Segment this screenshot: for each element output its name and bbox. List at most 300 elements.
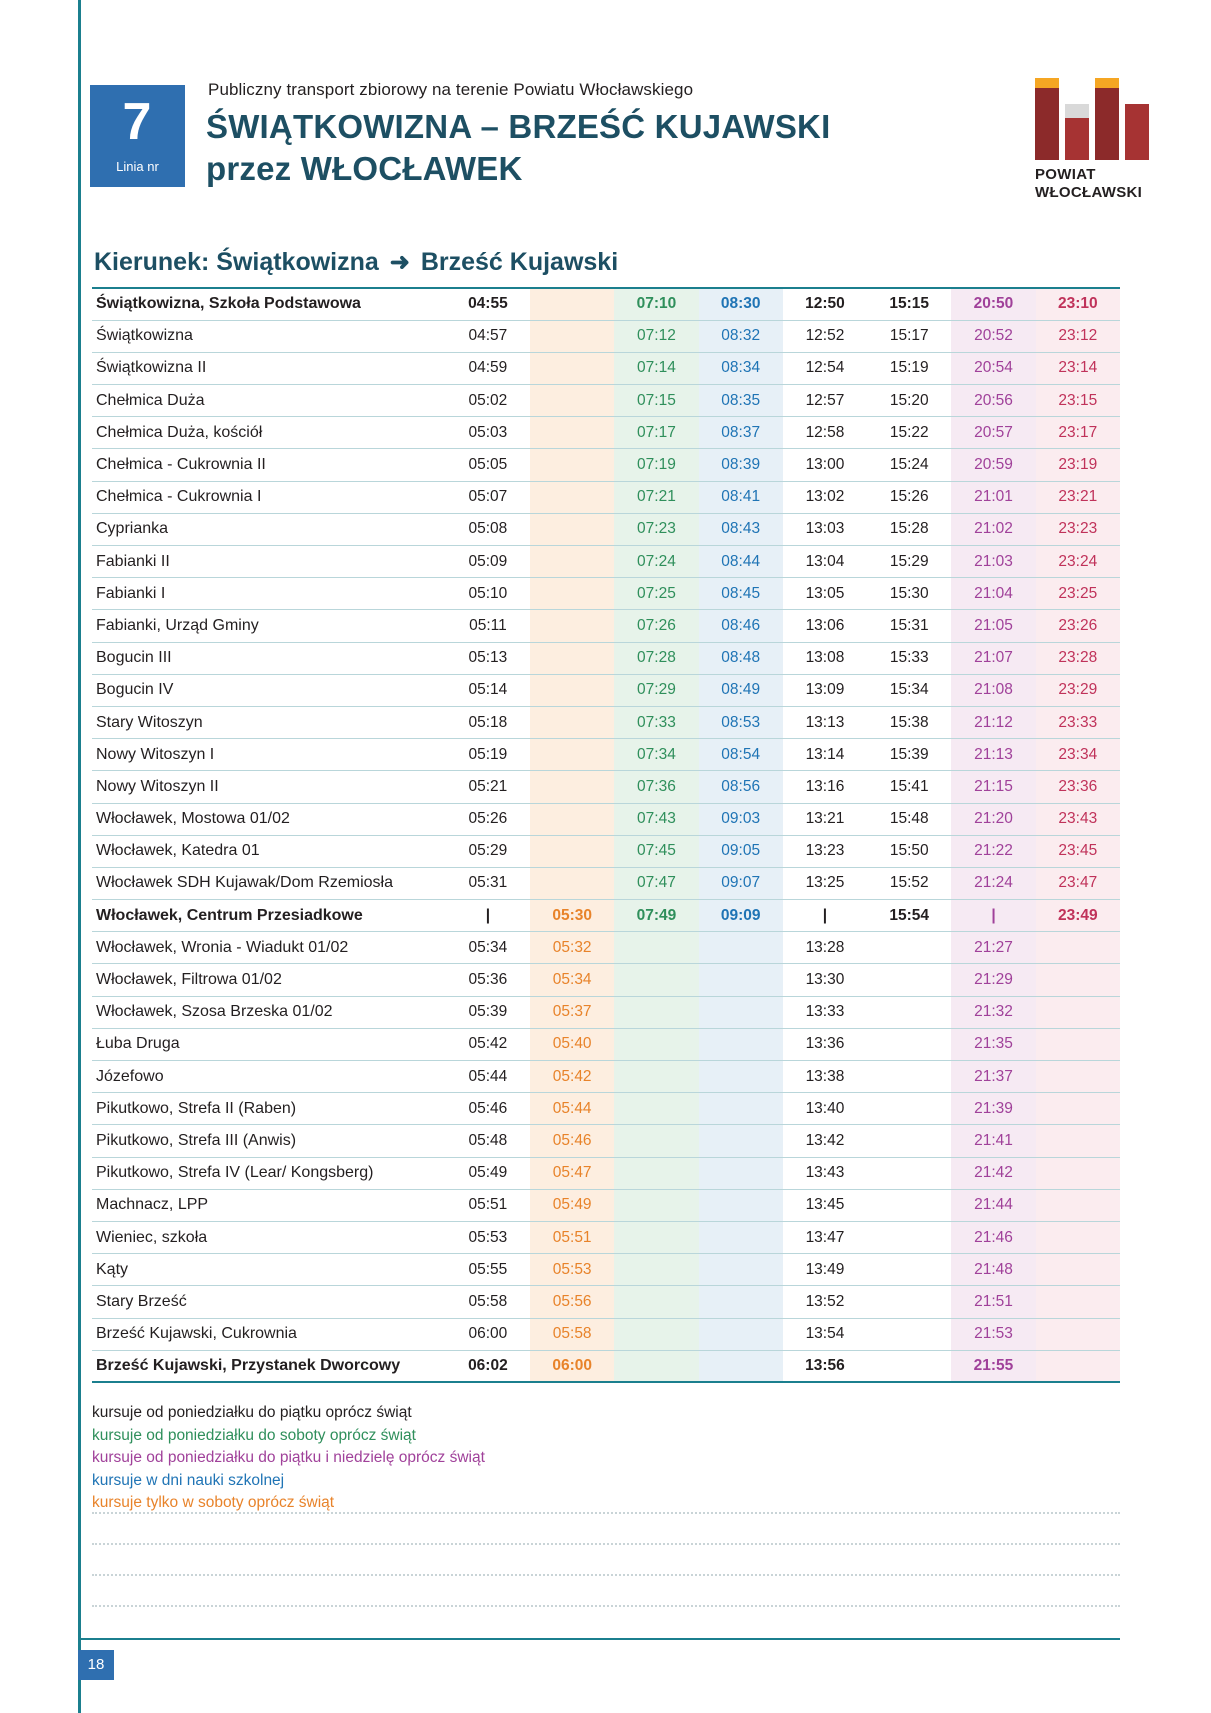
table-row <box>92 1350 1120 1382</box>
departure-time: 13:56 <box>783 1350 867 1382</box>
departure-time: 13:42 <box>783 1125 867 1157</box>
departure-time <box>867 1254 951 1286</box>
departure-time: 21:22 <box>951 835 1035 867</box>
line-number: 7 <box>122 93 153 151</box>
table-row <box>92 1318 1120 1350</box>
departure-time: 15:39 <box>867 739 951 771</box>
table-row <box>92 417 1120 449</box>
departure-time: 05:09 <box>446 546 530 578</box>
direction-label: Kierunek: <box>94 248 210 276</box>
legend <box>92 1402 485 1515</box>
departure-time: 20:50 <box>951 288 1035 320</box>
stop-name: Stary Brześć <box>92 1286 446 1318</box>
departure-time <box>530 610 614 642</box>
departure-time: 13:36 <box>783 1028 867 1060</box>
departure-time: 05:14 <box>446 674 530 706</box>
departure-time: 21:41 <box>951 1125 1035 1157</box>
stop-name: Fabianki I <box>92 578 446 610</box>
departure-time: 08:44 <box>699 546 783 578</box>
departure-time: 05:56 <box>530 1286 614 1318</box>
departure-time: 21:15 <box>951 771 1035 803</box>
departure-time: 21:03 <box>951 546 1035 578</box>
departure-time: 15:22 <box>867 417 951 449</box>
departure-time: 13:21 <box>783 803 867 835</box>
departure-time <box>867 1093 951 1125</box>
stop-name: Włocławek, Katedra 01 <box>92 835 446 867</box>
departure-time: 15:33 <box>867 642 951 674</box>
departure-time: 21:12 <box>951 706 1035 738</box>
departure-time: 05:34 <box>446 932 530 964</box>
departure-time <box>699 1189 783 1221</box>
departure-time: 05:26 <box>446 803 530 835</box>
departure-time <box>614 964 698 996</box>
departure-time: 13:03 <box>783 513 867 545</box>
departure-time: | <box>951 900 1035 932</box>
departure-time: 23:25 <box>1036 578 1120 610</box>
departure-time <box>530 835 614 867</box>
departure-time: 21:27 <box>951 932 1035 964</box>
departure-time <box>1036 1286 1120 1318</box>
departure-time: 23:12 <box>1036 320 1120 352</box>
departure-time: 06:00 <box>530 1350 614 1382</box>
departure-time: 05:46 <box>530 1125 614 1157</box>
stop-name: Włocławek, Szosa Brzeska 01/02 <box>92 996 446 1028</box>
departure-time: 05:21 <box>446 771 530 803</box>
departure-time <box>1036 964 1120 996</box>
departure-time: 13:13 <box>783 706 867 738</box>
departure-time <box>530 867 614 899</box>
logo-text <box>1035 166 1142 202</box>
departure-time: 09:05 <box>699 835 783 867</box>
departure-time: 15:19 <box>867 352 951 384</box>
departure-time <box>614 1028 698 1060</box>
departure-time: 06:00 <box>446 1318 530 1350</box>
stop-name: Stary Witoszyn <box>92 706 446 738</box>
departure-time: 08:48 <box>699 642 783 674</box>
departure-time: 07:45 <box>614 835 698 867</box>
departure-time: 08:49 <box>699 674 783 706</box>
stop-name: Włocławek, Wronia - Wiadukt 01/02 <box>92 932 446 964</box>
departure-time: 07:28 <box>614 642 698 674</box>
departure-time: 13:06 <box>783 610 867 642</box>
departure-time: 07:12 <box>614 320 698 352</box>
departure-time: 05:42 <box>530 1061 614 1093</box>
departure-time: 07:15 <box>614 385 698 417</box>
table-row <box>92 288 1120 320</box>
departure-time <box>530 481 614 513</box>
departure-time: 07:26 <box>614 610 698 642</box>
departure-time <box>867 996 951 1028</box>
departure-time: 07:14 <box>614 352 698 384</box>
page-title-line2: przez WŁOCŁAWEK <box>206 150 523 187</box>
departure-time: 15:29 <box>867 546 951 578</box>
departure-time <box>530 642 614 674</box>
departure-time: 04:59 <box>446 352 530 384</box>
departure-time: 13:05 <box>783 578 867 610</box>
departure-time: 13:54 <box>783 1318 867 1350</box>
departure-time <box>867 1125 951 1157</box>
departure-time: 07:25 <box>614 578 698 610</box>
table-row <box>92 1061 1120 1093</box>
departure-time <box>530 546 614 578</box>
departure-time: 21:24 <box>951 867 1035 899</box>
stop-name: Łuba Druga <box>92 1028 446 1060</box>
departure-time <box>530 578 614 610</box>
departure-time: 21:32 <box>951 996 1035 1028</box>
departure-time: 21:39 <box>951 1093 1035 1125</box>
departure-time: 07:17 <box>614 417 698 449</box>
departure-time: 05:30 <box>530 900 614 932</box>
table-row <box>92 674 1120 706</box>
departure-time: 07:36 <box>614 771 698 803</box>
logo-mark-icon <box>1035 78 1160 160</box>
departure-time: 23:36 <box>1036 771 1120 803</box>
departure-time: 23:17 <box>1036 417 1120 449</box>
departure-time: 15:54 <box>867 900 951 932</box>
departure-time <box>867 932 951 964</box>
table-row <box>92 1221 1120 1253</box>
departure-time: 05:39 <box>446 996 530 1028</box>
departure-time: 21:46 <box>951 1221 1035 1253</box>
departure-time: 21:53 <box>951 1318 1035 1350</box>
departure-time: | <box>446 900 530 932</box>
departure-time <box>614 932 698 964</box>
departure-time: 07:21 <box>614 481 698 513</box>
departure-time: 23:19 <box>1036 449 1120 481</box>
departure-time: 13:00 <box>783 449 867 481</box>
departure-time: 09:07 <box>699 867 783 899</box>
departure-time <box>699 1157 783 1189</box>
stop-name: Cyprianka <box>92 513 446 545</box>
table-row <box>92 610 1120 642</box>
logo-text-line2: WŁOCŁAWSKI <box>1035 184 1143 201</box>
departure-time: 05:53 <box>446 1221 530 1253</box>
departure-time: 07:24 <box>614 546 698 578</box>
departure-time: 21:04 <box>951 578 1035 610</box>
departure-time <box>699 1286 783 1318</box>
departure-time <box>699 1093 783 1125</box>
departure-time: 07:29 <box>614 674 698 706</box>
stop-name: Pikutkowo, Strefa IV (Lear/ Kongsberg) <box>92 1157 446 1189</box>
stop-name: Nowy Witoszyn II <box>92 771 446 803</box>
table-row <box>92 706 1120 738</box>
timetable <box>92 287 1120 1383</box>
page-title <box>206 106 830 190</box>
stop-name: Chełmica - Cukrownia I <box>92 481 446 513</box>
departure-time: 07:49 <box>614 900 698 932</box>
departure-time: 21:37 <box>951 1061 1035 1093</box>
stop-name: Bogucin III <box>92 642 446 674</box>
departure-time: 05:08 <box>446 513 530 545</box>
table-row <box>92 1286 1120 1318</box>
departure-time: 05:58 <box>446 1286 530 1318</box>
departure-time: 21:51 <box>951 1286 1035 1318</box>
departure-time: 21:05 <box>951 610 1035 642</box>
table-row <box>92 867 1120 899</box>
departure-time: 23:49 <box>1036 900 1120 932</box>
table-row <box>92 1157 1120 1189</box>
departure-time: 21:44 <box>951 1189 1035 1221</box>
departure-time: 23:43 <box>1036 803 1120 835</box>
departure-time: 15:34 <box>867 674 951 706</box>
departure-time: 05:55 <box>446 1254 530 1286</box>
departure-time: 23:29 <box>1036 674 1120 706</box>
departure-time: 21:35 <box>951 1028 1035 1060</box>
table-row <box>92 385 1120 417</box>
departure-time <box>530 449 614 481</box>
stop-name: Włocławek, Mostowa 01/02 <box>92 803 446 835</box>
departure-time: 15:50 <box>867 835 951 867</box>
departure-time: 07:10 <box>614 288 698 320</box>
departure-time: 23:26 <box>1036 610 1120 642</box>
departure-time: 08:39 <box>699 449 783 481</box>
legend-item: kursuje od poniedziałku do soboty oprócz świąt <box>92 1426 416 1444</box>
departure-time <box>1036 1350 1120 1382</box>
departure-time: 20:54 <box>951 352 1035 384</box>
table-row <box>92 320 1120 352</box>
stop-name: Chełmica Duża <box>92 385 446 417</box>
departure-time: 15:17 <box>867 320 951 352</box>
departure-time: 13:52 <box>783 1286 867 1318</box>
departure-time: 08:32 <box>699 320 783 352</box>
logo-text-line1: POWIAT <box>1035 166 1096 183</box>
departure-time: 23:24 <box>1036 546 1120 578</box>
departure-time <box>867 1286 951 1318</box>
stop-name: Fabianki II <box>92 546 446 578</box>
departure-time <box>699 1028 783 1060</box>
departure-time <box>614 1350 698 1382</box>
departure-time <box>614 1157 698 1189</box>
departure-time: 05:49 <box>530 1189 614 1221</box>
departure-time: 21:08 <box>951 674 1035 706</box>
departure-time: 05:10 <box>446 578 530 610</box>
departure-time <box>530 513 614 545</box>
left-accent-rule <box>78 0 81 1713</box>
departure-time: 12:58 <box>783 417 867 449</box>
departure-time: 21:01 <box>951 481 1035 513</box>
departure-time: 05:48 <box>446 1125 530 1157</box>
departure-time: 07:34 <box>614 739 698 771</box>
table-row <box>92 900 1120 932</box>
departure-time <box>530 320 614 352</box>
departure-time: 13:04 <box>783 546 867 578</box>
departure-time <box>699 1125 783 1157</box>
table-row <box>92 771 1120 803</box>
departure-time: 13:28 <box>783 932 867 964</box>
departure-time: 20:52 <box>951 320 1035 352</box>
departure-time: 13:40 <box>783 1093 867 1125</box>
stop-name: Józefowo <box>92 1061 446 1093</box>
departure-time: 05:31 <box>446 867 530 899</box>
departure-time <box>1036 1093 1120 1125</box>
departure-time <box>1036 932 1120 964</box>
departure-time: 08:30 <box>699 288 783 320</box>
legend-item: kursuje w dni nauki szkolnej <box>92 1471 285 1489</box>
stop-name: Świątkowizna, Szkoła Podstawowa <box>92 288 446 320</box>
departure-time: 06:02 <box>446 1350 530 1382</box>
departure-time: 08:53 <box>699 706 783 738</box>
table-row <box>92 449 1120 481</box>
departure-time: 20:56 <box>951 385 1035 417</box>
departure-time <box>614 1221 698 1253</box>
filler-dotted-line <box>92 1574 1120 1576</box>
page-number: 18 <box>78 1650 114 1680</box>
departure-time: 05:07 <box>446 481 530 513</box>
departure-time <box>1036 1125 1120 1157</box>
table-row <box>92 964 1120 996</box>
departure-time: 05:40 <box>530 1028 614 1060</box>
table-row <box>92 1093 1120 1125</box>
departure-time <box>699 1318 783 1350</box>
departure-time <box>1036 996 1120 1028</box>
departure-time: 21:29 <box>951 964 1035 996</box>
departure-time: 05:51 <box>530 1221 614 1253</box>
stop-name: Nowy Witoszyn I <box>92 739 446 771</box>
arrow-right-icon: ➜ <box>389 249 410 276</box>
departure-time: 08:43 <box>699 513 783 545</box>
table-row <box>92 481 1120 513</box>
stop-name: Bogucin IV <box>92 674 446 706</box>
departure-time <box>1036 1254 1120 1286</box>
departure-time: 05:58 <box>530 1318 614 1350</box>
departure-time: 13:16 <box>783 771 867 803</box>
stop-name: Chełmica - Cukrownia II <box>92 449 446 481</box>
departure-time: 08:56 <box>699 771 783 803</box>
stop-name: Świątkowizna II <box>92 352 446 384</box>
departure-time: 23:34 <box>1036 739 1120 771</box>
departure-time: 15:15 <box>867 288 951 320</box>
direction-heading <box>94 248 618 277</box>
departure-time: 05:51 <box>446 1189 530 1221</box>
departure-time <box>614 1254 698 1286</box>
departure-time: 05:13 <box>446 642 530 674</box>
departure-time: 15:30 <box>867 578 951 610</box>
departure-time: 23:14 <box>1036 352 1120 384</box>
table-row <box>92 1254 1120 1286</box>
departure-time: 13:02 <box>783 481 867 513</box>
stop-name: Pikutkowo, Strefa III (Anwis) <box>92 1125 446 1157</box>
departure-time: 21:55 <box>951 1350 1035 1382</box>
departure-time: 08:54 <box>699 739 783 771</box>
stop-name: Kąty <box>92 1254 446 1286</box>
departure-time: 12:50 <box>783 288 867 320</box>
departure-time <box>1036 1061 1120 1093</box>
departure-time: 05:46 <box>446 1093 530 1125</box>
departure-time: 08:35 <box>699 385 783 417</box>
departure-time <box>1036 1189 1120 1221</box>
departure-time: 05:03 <box>446 417 530 449</box>
departure-time <box>1036 1028 1120 1060</box>
departure-time <box>867 1028 951 1060</box>
departure-time: 05:37 <box>530 996 614 1028</box>
departure-time <box>699 1254 783 1286</box>
departure-time: 23:33 <box>1036 706 1120 738</box>
stop-name: Włocławek, Centrum Przesiadkowe <box>92 900 446 932</box>
table-row <box>92 803 1120 835</box>
departure-time: 13:33 <box>783 996 867 1028</box>
filler-dotted-line <box>92 1512 1120 1514</box>
footer-rule <box>78 1638 1120 1640</box>
departure-time: 07:19 <box>614 449 698 481</box>
departure-time: 21:13 <box>951 739 1035 771</box>
departure-time: 15:41 <box>867 771 951 803</box>
departure-time: 08:41 <box>699 481 783 513</box>
departure-time <box>614 1093 698 1125</box>
stop-name: Pikutkowo, Strefa II (Raben) <box>92 1093 446 1125</box>
table-row <box>92 513 1120 545</box>
departure-time <box>530 417 614 449</box>
legend-item: kursuje od poniedziałku do piątku i niedzielę oprócz świąt <box>92 1449 485 1466</box>
departure-time <box>614 996 698 1028</box>
departure-time <box>530 739 614 771</box>
legend-item: kursuje tylko w soboty oprócz świąt <box>92 1494 335 1511</box>
stop-name: Włocławek SDH Kujawak/Dom Rzemiosła <box>92 867 446 899</box>
departure-time: 23:23 <box>1036 513 1120 545</box>
departure-time: 05:44 <box>446 1061 530 1093</box>
departure-time: 21:42 <box>951 1157 1035 1189</box>
departure-time: 21:48 <box>951 1254 1035 1286</box>
departure-time: 05:32 <box>530 932 614 964</box>
departure-time <box>614 1189 698 1221</box>
departure-time: 07:33 <box>614 706 698 738</box>
departure-time: 21:02 <box>951 513 1035 545</box>
header-subtitle: Publiczny transport zbiorowy na terenie Powiatu Włocławskiego <box>208 80 694 99</box>
departure-time: 04:57 <box>446 320 530 352</box>
departure-time: 13:25 <box>783 867 867 899</box>
departure-time: 12:54 <box>783 352 867 384</box>
departure-time: 05:34 <box>530 964 614 996</box>
table-row <box>92 352 1120 384</box>
departure-time: 23:45 <box>1036 835 1120 867</box>
line-number-badge <box>90 85 185 187</box>
table-row <box>92 835 1120 867</box>
departure-time: 08:34 <box>699 352 783 384</box>
direction-to: Brześć Kujawski <box>420 248 619 276</box>
filler-dotted-line <box>92 1543 1120 1545</box>
departure-time <box>1036 1157 1120 1189</box>
departure-time: 07:43 <box>614 803 698 835</box>
departure-time: 23:21 <box>1036 481 1120 513</box>
departure-time: 07:23 <box>614 513 698 545</box>
departure-time <box>530 385 614 417</box>
departure-time <box>867 1318 951 1350</box>
departure-time: 05:42 <box>446 1028 530 1060</box>
departure-time: 15:38 <box>867 706 951 738</box>
departure-time <box>699 932 783 964</box>
departure-time <box>867 1350 951 1382</box>
departure-time: 08:37 <box>699 417 783 449</box>
departure-time <box>1036 1221 1120 1253</box>
powiat-logo <box>1015 78 1211 208</box>
line-number-caption: Linia nr <box>116 159 159 174</box>
departure-time: 05:19 <box>446 739 530 771</box>
departure-time <box>699 1061 783 1093</box>
departure-time <box>867 1157 951 1189</box>
table-row <box>92 1189 1120 1221</box>
departure-time: 15:26 <box>867 481 951 513</box>
departure-time: 23:47 <box>1036 867 1120 899</box>
departure-time: | <box>783 900 867 932</box>
filler-dotted-line <box>92 1605 1120 1607</box>
departure-time: 13:30 <box>783 964 867 996</box>
table-row <box>92 642 1120 674</box>
stop-name: Świątkowizna <box>92 320 446 352</box>
stop-name: Machnacz, LPP <box>92 1189 446 1221</box>
table-row <box>92 739 1120 771</box>
departure-time: 23:28 <box>1036 642 1120 674</box>
legend-item: kursuje od poniedziałku do piątku oprócz świąt <box>92 1404 412 1421</box>
departure-time: 05:29 <box>446 835 530 867</box>
